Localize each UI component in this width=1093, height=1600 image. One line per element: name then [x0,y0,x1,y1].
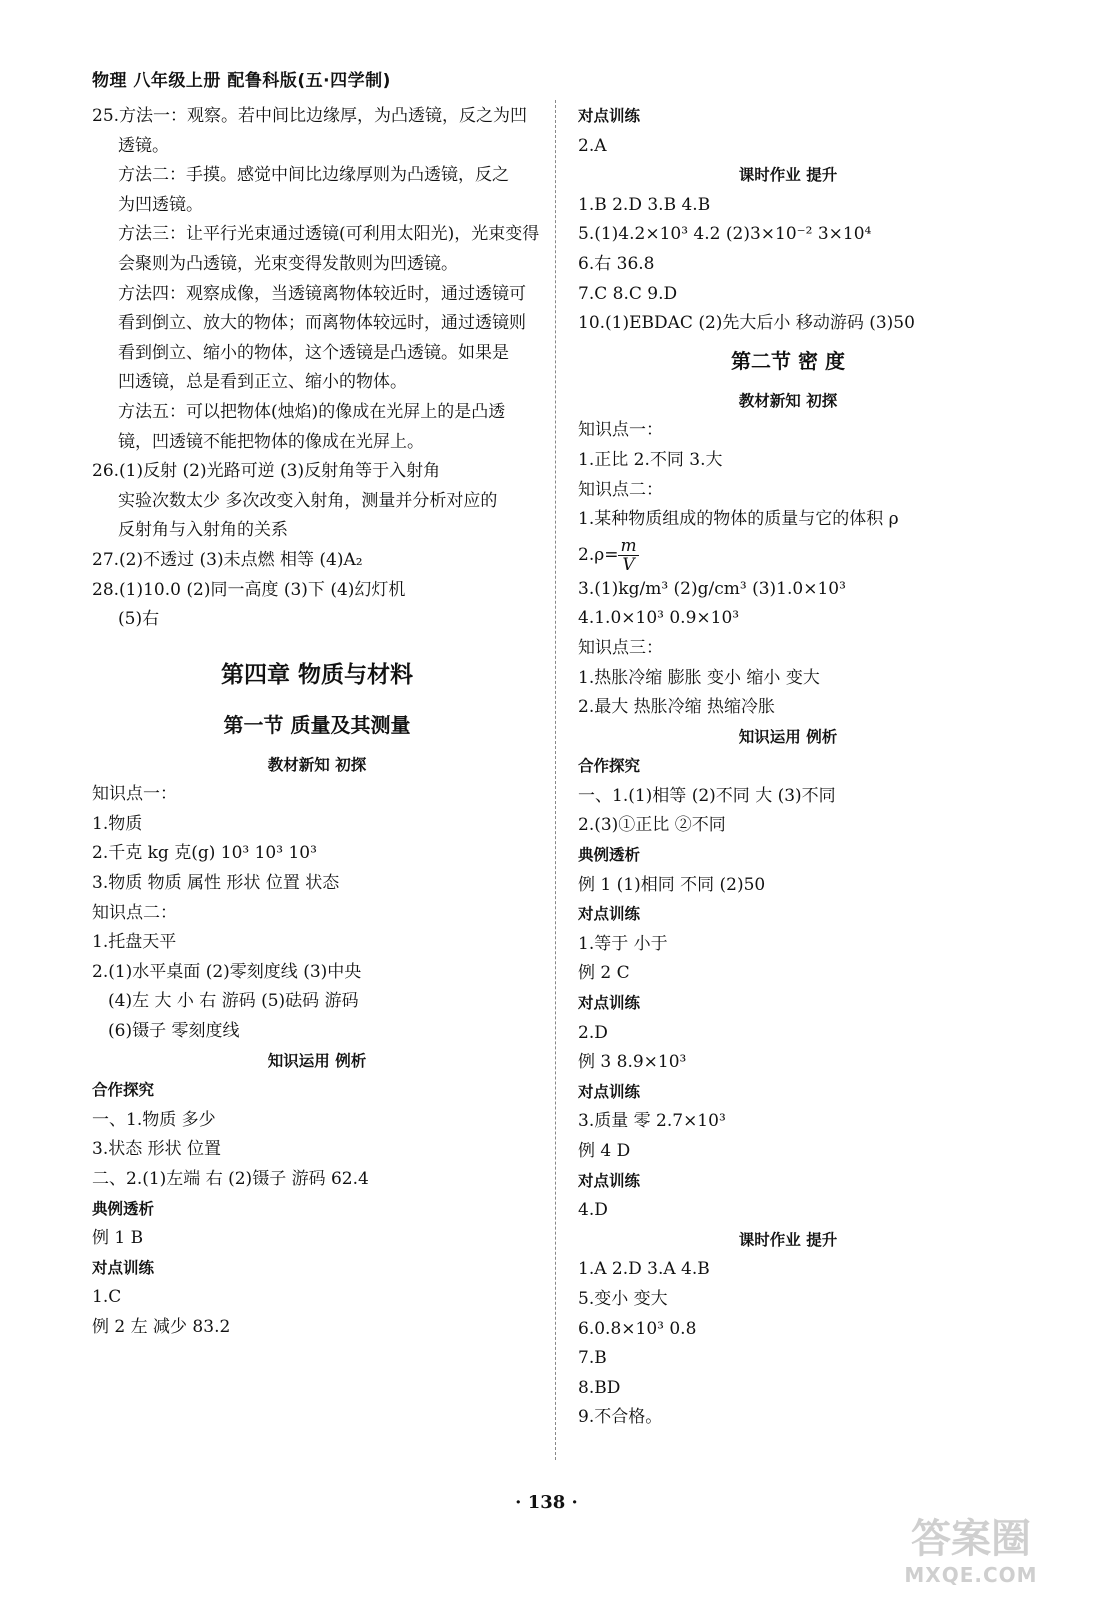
example-answer: 例 3 8.9×10³ [578,1052,687,1073]
answer-line: 3.状态 形状 位置 [92,1139,222,1160]
answer-25-line: 方法三：让平行光束通过透镜(可利用太阳光)，光束变得 [118,224,540,245]
page-header: 物理 八年级上册 配鲁科版(五·四学制) [92,71,391,91]
training-label: 对点训练 [578,1171,641,1190]
answer-28-line: (5)右 [118,609,160,630]
answer-line: (4)左 大 小 右 游码 (5)砝码 游码 [108,991,359,1012]
answer-line: 5.(1)4.2×10³ 4.2 (2)3×10⁻² 3×10⁴ [578,224,872,245]
answer-line: 5.变小 变大 [578,1288,668,1309]
knowledge-point-title: 知识点一： [92,784,177,805]
answer-line: 9.不合格。 [578,1407,663,1428]
answer-line: 3.物质 物质 属性 形状 位置 状态 [92,873,340,894]
subheading: 教材新知 初探 [738,391,838,410]
density-formula [578,535,998,575]
answer-line: 4.1.0×10³ 0.9×10³ [578,608,740,629]
right-column [578,102,998,1433]
answer-line: 3.质量 零 2.7×10³ [578,1111,726,1132]
answer-25-line: 看到倒立、缩小的物体，这个透镜是凸透镜。如果是 [118,342,509,363]
fraction-numerator: m [620,535,637,556]
answer-25-line: 透镜。 [118,135,169,156]
answer-line: 1.等于 小于 [578,933,668,954]
answer-line: (6)镊子 零刻度线 [108,1021,240,1042]
answer-line: 1.C [92,1287,122,1308]
typical-example-label: 典例透析 [578,846,641,865]
left-column [92,102,542,1343]
answer-26-line: 反射角与入射角的关系 [118,520,288,541]
watermark [871,1514,1071,1594]
watermark-logo: 答案圈 [911,1516,1031,1562]
knowledge-point-title: 知识点三： [578,637,663,658]
answer-line: 2.千克 kg 克(g) 10³ 10³ 10³ [92,843,317,864]
answer-25-line: 为凹透镜。 [118,194,203,215]
answer-line: 1.A 2.D 3.A 4.B [578,1259,710,1280]
answer-25-line: 镜，凹透镜不能把物体的像成在光屏上。 [118,431,424,452]
answer-line: 1.某种物质组成的物体的质量与它的体积 ρ [578,509,899,530]
chapter-title: 第四章 物质与材料 [220,661,413,688]
watermark-site: MXQE.COM [904,1563,1038,1587]
training-label: 对点训练 [578,107,641,125]
section-title: 第二节 密 度 [731,348,845,373]
column-divider [555,100,556,1460]
answer-25-line: 会聚则为凸透镜，光束变得发散则为凹透镜。 [118,253,458,274]
cooperative-inquiry-label: 合作探究 [578,757,641,776]
answer-line: 2.(1)水平桌面 (2)零刻度线 (3)中央 [92,961,362,982]
answer-line: 1.物质 [92,813,143,834]
subheading: 课时作业 提升 [738,166,838,185]
answer-25-line: 25.方法一：观察。若中间比边缘厚，为凸透镜，反之为凹 [92,106,528,126]
training-label: 对点训练 [578,994,641,1013]
answer-line: 2.A [578,135,607,156]
typical-example-label: 典例透析 [92,1199,155,1218]
answer-28-line: 28.(1)10.0 (2)同一高度 (3)下 (4)幻灯机 [92,579,406,600]
answer-line: 3.(1)kg/m³ (2)g/cm³ (3)1.0×10³ [578,578,846,599]
answer-25-line: 看到倒立、放大的物体；而离物体较远时，通过透镜则 [118,313,526,334]
answer-26-line: 26.(1)反射 (2)光路可逆 (3)反射角等于入射角 [92,461,441,482]
formula-prefix: 2.ρ= [578,544,619,565]
example-answer: 例 1 B [92,1228,144,1249]
answer-line: 2.D [578,1022,608,1043]
answer-line: 1.热胀冷缩 膨胀 变小 缩小 变大 [578,667,820,688]
example-answer: 例 2 左 减少 83.2 [92,1316,231,1337]
answer-line: 6.右 36.8 [578,253,655,274]
answer-line: 7.C 8.C 9.D [578,283,678,304]
cooperative-inquiry-label: 合作探究 [92,1081,155,1100]
fraction-denominator: V [622,554,635,575]
answer-line: 1.托盘天平 [92,932,177,953]
knowledge-point-title: 知识点一： [578,420,663,441]
training-label: 对点训练 [92,1258,155,1277]
answer-line: 2.(3)①正比 ②不同 [578,815,726,836]
example-answer: 例 1 (1)相同 不同 (2)50 [578,874,766,895]
subheading: 知识运用 例析 [267,1051,367,1070]
answer-25-line: 凹透镜，总是看到正立、缩小的物体。 [118,372,407,393]
example-answer: 例 2 C [578,963,630,984]
answer-line: 1.正比 2.不同 3.大 [578,449,723,470]
answer-line: 1.B 2.D 3.B 4.B [578,194,711,215]
answer-line: 一、1.(1)相等 (2)不同 大 (3)不同 [578,785,836,806]
training-label: 对点训练 [578,905,641,924]
answer-line: 10.(1)EBDAC (2)先大后小 移动游码 (3)50 [578,313,915,334]
subheading: 课时作业 提升 [738,1230,838,1249]
answer-25-line: 方法五：可以把物体(烛焰)的像成在光屏上的是凸透 [118,401,506,422]
answer-line: 4.D [578,1200,608,1221]
subheading: 知识运用 例析 [738,727,838,746]
answer-line: 8.BD [578,1377,621,1398]
answer-25-line: 方法二：手摸。感觉中间比边缘厚则为凸透镜，反之 [118,165,509,186]
training-label: 对点训练 [578,1082,641,1101]
knowledge-point-title: 知识点二： [578,479,663,500]
answer-26-line: 实验次数太少 多次改变入射角，测量并分析对应的 [118,490,498,511]
page-number: · 138 · [515,1492,578,1513]
fraction [618,537,638,574]
knowledge-point-title: 知识点二： [92,902,177,923]
answer-line: 2.最大 热胀冷缩 热缩冷胀 [578,697,776,718]
answer-line: 6.0.8×10³ 0.8 [578,1318,697,1339]
subheading: 教材新知 初探 [267,755,367,774]
example-answer: 例 4 D [578,1141,631,1161]
section-title: 第一节 质量及其测量 [223,712,411,737]
answer-line: 二、2.(1)左端 右 (2)镊子 游码 62.4 [92,1169,369,1189]
answer-line: 一、1.物质 多少 [92,1109,216,1130]
answer-27: 27.(2)不透过 (3)未点燃 相等 (4)A₂ [92,549,363,570]
answer-line: 7.B [578,1348,607,1369]
answer-25-line: 方法四：观察成像，当透镜离物体较近时，通过透镜可 [118,283,526,304]
